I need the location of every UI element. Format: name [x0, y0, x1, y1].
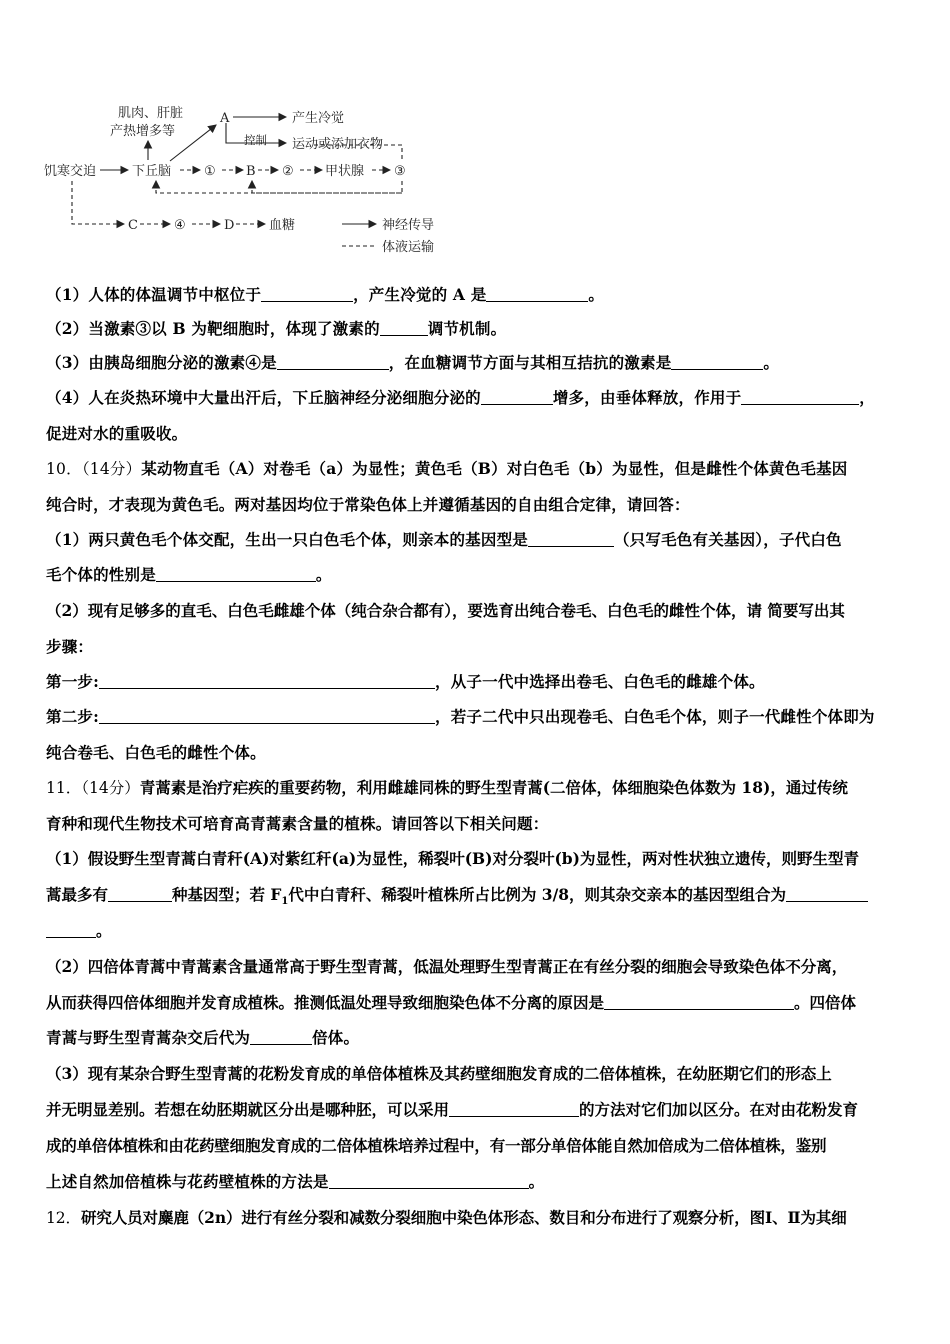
label-heat-increase: 产热增多等: [110, 124, 176, 139]
label-cold-sense: 产生冷觉: [292, 111, 345, 126]
label-cold-stress: 饥寒交迫: [44, 164, 97, 179]
answer-blank[interactable]: [528, 531, 614, 547]
label-control: 控制: [244, 133, 267, 147]
q10-intro-cont: 纯合时，才表现为黄色毛。两对基因均位于常染色体上并遵循基因的自由组合定律，请回答：: [46, 495, 690, 514]
label-thyroid: 甲状腺: [325, 164, 365, 179]
label-hypothalamus: 下丘脑: [132, 164, 172, 179]
answer-blank[interactable]: [741, 389, 859, 405]
arrow-to-c: [72, 181, 124, 224]
diagram-svg: [40, 95, 460, 265]
label-muscle-liver: 肌肉、肝脏: [118, 106, 184, 121]
q10-step2: 第二步: ，若子二代中只出现卷毛、白色毛个体，则子一代雌性个体即为: [46, 707, 875, 726]
q10-step1: 第一步: ，从子一代中选择出卷毛、白色毛的雌雄个体。: [46, 672, 765, 691]
arrow-to-a: [170, 125, 216, 161]
label-blood-sugar: 血糖: [269, 218, 296, 233]
answer-blank[interactable]: [380, 320, 428, 336]
answer-blank[interactable]: [250, 1029, 312, 1045]
node-circ4: ④: [174, 218, 186, 233]
q11-intro-cont: 育种和现代生物技术可培育高青蒿素含量的植株。请回答以下相关问题：: [46, 814, 549, 833]
answer-blank[interactable]: [46, 922, 96, 938]
answer-blank[interactable]: [786, 886, 868, 902]
q10-part1: （1）两只黄色毛个体交配，生出一只白色毛个体，则亲本的基因型是 （只写毛色有关基因），子代白色: [46, 530, 842, 549]
answer-blank[interactable]: [604, 994, 794, 1010]
node-circ1: ①: [204, 164, 216, 179]
answer-blank[interactable]: [481, 389, 553, 405]
answer-blank[interactable]: [108, 886, 172, 902]
answer-blank[interactable]: [449, 1101, 579, 1117]
q11-part2-cont: 从而获得四倍体细胞并发育成植株。推测低温处理导致细胞染色体不分离的原因是 。四倍体: [46, 993, 857, 1012]
q11-part3-cont: 并无明显差别。若想在幼胚期就区分出是哪种胚，可以采用 的方法对它们加以区分。在对由花粉发育: [46, 1100, 859, 1119]
temperature-regulation-diagram: [40, 95, 460, 265]
q9-part1: （1）人体的体温调节中枢位于 ，产生冷觉的 A 是 。: [46, 285, 605, 304]
q11-part3-end: 上述自然加倍植株与花药壁植株的方法是 。: [46, 1172, 545, 1191]
q9-part4: （4）人在炎热环境中大量出汗后，下丘脑神经分泌细胞分泌的 增多，由垂体释放，作用于 ，: [46, 388, 875, 407]
q11-part1-end: 。: [46, 920, 908, 942]
node-circ3: ③: [394, 164, 406, 179]
answer-blank[interactable]: [99, 673, 435, 689]
legend-nerve-label: 神经传导: [382, 218, 435, 233]
q10-part2: （2）现有足够多的直毛、白色毛雌雄个体（纯合杂合都有），要选育出纯合卷毛、白色毛的雌性个体，请 简要写出其: [46, 601, 845, 620]
q9-part2: （2）当激素③以 B 为靶细胞时，体现了激素的 调节机制。: [46, 319, 507, 338]
q10-intro: 10．（14分）某动物直毛（A）对卷毛（a）为显性；黄色毛（B）对白色毛（b）为显性，但是雌性个体黄色毛基因: [46, 459, 848, 478]
q11-part3: （3）现有某杂合野生型青蒿的花粉发育成的单倍体植株及其药壁细胞发育成的二倍体植株，在幼胚期它们的形态上: [46, 1064, 832, 1083]
q9-part3: （3）由胰岛细胞分泌的激素④是 ，在血糖调节方面与其相互拮抗的激素是 。: [46, 353, 780, 372]
node-a: A: [220, 111, 230, 126]
answer-blank[interactable]: [156, 566, 316, 582]
answer-blank[interactable]: [671, 354, 763, 370]
node-c: C: [128, 218, 138, 233]
legend-fluid-label: 体液运输: [382, 240, 435, 255]
answer-blank[interactable]: [99, 708, 435, 724]
node-b: B: [246, 164, 256, 179]
q10-part2-cont: 步骤：: [46, 637, 94, 656]
q11-intro: 11．（14分）青蒿素是治疗疟疾的重要药物，利用雌雄同株的野生型青蒿(二倍体，体细胞染色体数为 18)，通过传统: [46, 778, 848, 797]
q9-part4-cont: 促进对水的重吸收。: [46, 424, 188, 443]
q11-part1: （1）假设野生型青蒿白青秆(A)对紫红秆(a)为显性，稀裂叶(B)对分裂叶(b)为显性，两对性状独立遗传，则野生型青: [46, 849, 859, 868]
q11-part1-cont: 蒿最多有 种基因型；若 $F_1$代中白青秆、稀裂叶植株所占比例为 3/8，则其杂交亲本的基因型组合为: [46, 884, 908, 913]
node-d: D: [224, 218, 235, 233]
feedback-3-to-b: [252, 181, 402, 193]
q10-part1-cont: 毛个体的性别是 。: [46, 565, 332, 584]
q11-part2-end: 青蒿与野生型青蒿杂交后代为 倍体。: [46, 1028, 360, 1047]
label-exercise: 运动或添加衣物: [292, 137, 384, 152]
feedback-3-to-hypothalamus: [156, 181, 402, 193]
node-circ2: ②: [282, 164, 294, 179]
q11-part3-cont2: 成的单倍体植株和由花药壁细胞发育成的二倍体植株培养过程中，有一部分单倍体能自然加倍成为二倍体植株，鉴别: [46, 1136, 827, 1155]
answer-blank[interactable]: [277, 354, 389, 370]
q10-step2-cont: 纯合卷毛、白色毛的雌性个体。: [46, 743, 266, 762]
answer-blank[interactable]: [486, 286, 588, 302]
q11-part2: （2）四倍体青蒿中青蒿素含量通常高于野生型青蒿，低温处理野生型青蒿正在有丝分裂的细胞会导致染色体不分离，: [46, 957, 848, 976]
q12-intro: 12．研究人员对麋鹿（2n）进行有丝分裂和减数分裂细胞中染色体形态、数目和分布进行了观察分析，图Ⅰ、Ⅱ为其细: [46, 1208, 847, 1227]
answer-blank[interactable]: [329, 1173, 529, 1189]
answer-blank[interactable]: [261, 286, 353, 302]
